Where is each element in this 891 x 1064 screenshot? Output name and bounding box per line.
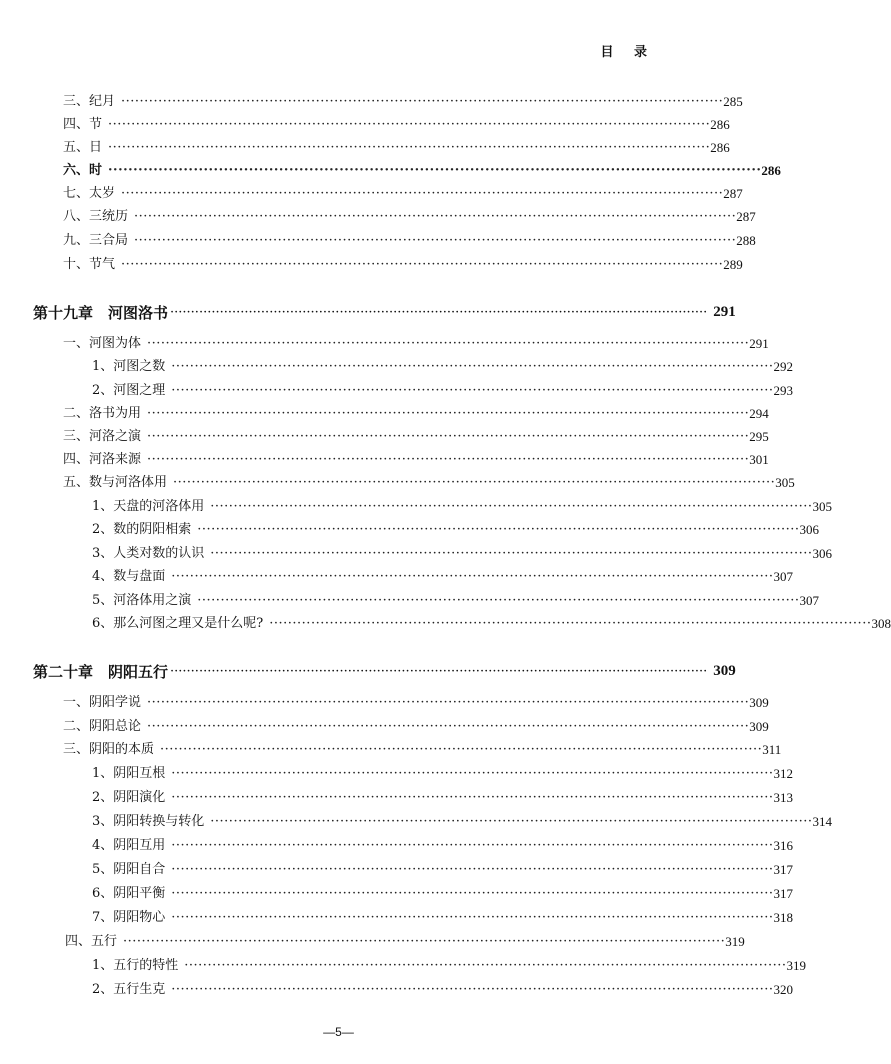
- leader-dots: ··································································································································: [134, 209, 737, 224]
- toc-entry-label: 二、阴阳总论: [63, 719, 142, 734]
- toc-entry[interactable]: [63, 451, 769, 469]
- leader-dots: ··································································································································: [171, 790, 774, 805]
- toc-entry[interactable]: [63, 405, 769, 423]
- toc-entry-page: 295: [749, 429, 769, 444]
- toc-entry[interactable]: [92, 358, 793, 376]
- toc-entry-label: 1、阴阳互根: [92, 766, 166, 781]
- toc-entry-page: 313: [773, 790, 793, 805]
- toc-entry-page: 307: [773, 569, 793, 584]
- toc-entry-label: 1、天盘的河洛体用: [92, 499, 205, 514]
- leader-dots: ··································································································································: [170, 304, 708, 320]
- leader-dots: ··································································································································: [147, 719, 750, 734]
- leader-dots: ··································································································································: [147, 695, 750, 710]
- toc-entry-label: 6、阴阳平衡: [92, 886, 166, 901]
- leader-dots: ··································································································································: [108, 117, 711, 132]
- toc-entry-page: 305: [812, 499, 832, 514]
- leader-dots: ··································································································································: [210, 814, 813, 829]
- toc-entry-page: 312: [773, 766, 793, 781]
- toc-entry-label: 4、阴阳互用: [92, 838, 166, 853]
- toc-entry-label: 1、河图之数: [92, 359, 166, 374]
- leader-dots: ··································································································································: [121, 94, 724, 109]
- leader-dots: ··································································································································: [197, 593, 800, 608]
- toc-entry[interactable]: [63, 93, 743, 111]
- toc-entry-label: 三、阴阳的本质: [63, 742, 155, 757]
- toc-entry-label: 5、河洛体用之演: [92, 593, 192, 608]
- leader-dots: ··································································································································: [210, 546, 813, 561]
- toc-entry[interactable]: [63, 335, 769, 353]
- toc-entry-label: 四、河洛来源: [63, 452, 142, 467]
- leader-dots: ··································································································································: [123, 934, 726, 949]
- page-number: —5—: [323, 1025, 354, 1039]
- leader-dots: ··································································································································: [121, 257, 724, 272]
- leader-dots: ··································································································································: [121, 186, 724, 201]
- toc-entry[interactable]: [92, 521, 819, 539]
- toc-entry-label: 四、五行: [65, 934, 118, 949]
- toc-entry-label: 一、河图为体: [63, 336, 142, 351]
- leader-dots: ··································································································································: [173, 475, 776, 490]
- toc-entry-page: 318: [773, 910, 793, 925]
- toc-entry-label: 十、节气: [63, 257, 116, 272]
- toc-entry-label: 三、纪月: [63, 94, 116, 109]
- toc-entry-label: 2、河图之理: [92, 383, 166, 398]
- toc-entry-page: 309: [749, 695, 769, 710]
- leader-dots: ··································································································································: [147, 429, 750, 444]
- toc-entry[interactable]: [92, 813, 832, 831]
- toc-entry-label: 3、阴阳转换与转化: [92, 814, 205, 829]
- toc-entry[interactable]: [63, 718, 769, 736]
- toc-entry-page: 311: [762, 742, 782, 757]
- toc-entry-label: 六、时: [63, 163, 103, 178]
- toc-entry-page: 301: [749, 452, 769, 467]
- toc-entry[interactable]: [63, 162, 781, 180]
- chapter-title: 第二十章 阴阳五行: [33, 662, 169, 681]
- toc-entry[interactable]: [63, 428, 769, 446]
- toc-entry-page: 319: [725, 934, 745, 949]
- toc-entry-label: 八、三统历: [63, 209, 129, 224]
- toc-entry-page: 288: [736, 233, 756, 248]
- leader-dots: ··································································································································: [108, 140, 711, 155]
- toc-entry-label: 2、数的阴阳相索: [92, 522, 192, 537]
- toc-entry-label: 7、阴阳物心: [92, 910, 166, 925]
- toc-entry-label: 2、阴阳演化: [92, 790, 166, 805]
- toc-entry[interactable]: [92, 837, 793, 855]
- toc-entry-label: 2、五行生克: [92, 982, 166, 997]
- leader-dots: ··································································································································: [171, 886, 774, 901]
- leader-dots: ··································································································································: [171, 359, 774, 374]
- leader-dots: ··································································································································: [197, 522, 800, 537]
- toc-entry-page: 305: [775, 475, 795, 490]
- toc-entry-page: 289: [723, 257, 743, 272]
- toc-entry-label: 七、太岁: [63, 186, 116, 201]
- toc-entry-page: 309: [749, 719, 769, 734]
- leader-dots: ··································································································································: [170, 663, 708, 679]
- toc-entry-page: 314: [812, 814, 832, 829]
- toc-entry[interactable]: [92, 957, 806, 975]
- toc-entry-page: 306: [812, 546, 832, 561]
- toc-entry-label: 5、阴阳自合: [92, 862, 166, 877]
- leader-dots: ··································································································································: [171, 838, 774, 853]
- toc-entry-page: 317: [773, 862, 793, 877]
- toc-entry-page: 292: [773, 359, 793, 374]
- toc-entry-page: 317: [773, 886, 793, 901]
- leader-dots: ··································································································································: [269, 616, 872, 631]
- leader-dots: ··································································································································: [171, 383, 774, 398]
- toc-entry[interactable]: [63, 256, 743, 274]
- chapter-heading[interactable]: [33, 301, 736, 323]
- toc-entry[interactable]: [92, 765, 793, 783]
- toc-entry-label: 1、五行的特性: [92, 958, 179, 973]
- leader-dots: ··································································································································: [210, 499, 813, 514]
- toc-entry[interactable]: [92, 909, 793, 927]
- toc-entry-label: 一、阴阳学说: [63, 695, 142, 710]
- toc-entry[interactable]: [63, 116, 730, 134]
- toc-entry-label: 四、节: [63, 117, 103, 132]
- leader-dots: ··································································································································: [160, 742, 763, 757]
- toc-entry-label: 二、洛书为用: [63, 406, 142, 421]
- toc-entry[interactable]: [63, 694, 769, 712]
- toc-entry[interactable]: [92, 615, 891, 633]
- toc-entry[interactable]: [63, 741, 782, 759]
- toc-entry-page: 306: [799, 522, 819, 537]
- toc-entry[interactable]: [92, 592, 819, 610]
- leader-dots: ··································································································································: [147, 452, 750, 467]
- toc-entry-page: 291: [749, 336, 769, 351]
- toc-entry[interactable]: [63, 185, 743, 203]
- leader-dots: ··································································································································: [171, 982, 774, 997]
- toc-entry-page: 287: [736, 209, 756, 224]
- toc-entry-page: 286: [761, 163, 781, 178]
- chapter-heading[interactable]: [33, 660, 736, 682]
- toc-entry-page: 285: [723, 94, 743, 109]
- toc-entry-page: 286: [710, 140, 730, 155]
- toc-entry-page: 294: [749, 406, 769, 421]
- page-header-title: 目 录: [600, 45, 655, 60]
- toc-entry[interactable]: [63, 474, 795, 492]
- toc-entry-label: 三、河洛之演: [63, 429, 142, 444]
- leader-dots: ··································································································································: [171, 862, 774, 877]
- toc-entry-label: 五、数与河洛体用: [63, 475, 168, 490]
- chapter-page: 309: [713, 662, 736, 679]
- leader-dots: ··································································································································: [108, 163, 762, 178]
- toc-entry[interactable]: [92, 861, 793, 879]
- toc-entry-page: 319: [786, 958, 806, 973]
- toc-entry[interactable]: [92, 885, 793, 903]
- toc-entry-label: 九、三合局: [63, 233, 129, 248]
- leader-dots: ··································································································································: [134, 233, 737, 248]
- toc-entry-page: 286: [710, 117, 730, 132]
- leader-dots: ··································································································································: [184, 958, 787, 973]
- toc-entry[interactable]: [92, 498, 832, 516]
- leader-dots: ··································································································································: [171, 766, 774, 781]
- toc-entry[interactable]: [92, 789, 793, 807]
- toc-entry[interactable]: [65, 933, 745, 951]
- toc-entry[interactable]: [92, 382, 793, 400]
- leader-dots: ··································································································································: [147, 406, 750, 421]
- toc-entry-page: 308: [871, 616, 891, 631]
- toc-entry-page: 316: [773, 838, 793, 853]
- toc-entry[interactable]: [63, 139, 730, 157]
- toc-entry[interactable]: [92, 981, 793, 999]
- toc-entry-label: 五、日: [63, 140, 103, 155]
- leader-dots: ··································································································································: [171, 910, 774, 925]
- toc-entry[interactable]: [92, 545, 832, 563]
- leader-dots: ··································································································································: [171, 569, 774, 584]
- toc-entry[interactable]: [92, 568, 793, 586]
- toc-entry-label: 6、那么河图之理又是什么呢?: [92, 616, 264, 631]
- toc-entry-label: 4、数与盘面: [92, 569, 166, 584]
- toc-entry[interactable]: [63, 232, 756, 250]
- toc-entry[interactable]: [63, 208, 756, 226]
- chapter-page: 291: [713, 303, 736, 320]
- toc-entry-page: 320: [773, 982, 793, 997]
- toc-entry-page: 287: [723, 186, 743, 201]
- leader-dots: ··································································································································: [147, 336, 750, 351]
- chapter-title: 第十九章 河图洛书: [33, 303, 169, 322]
- toc-entry-page: 293: [773, 383, 793, 398]
- toc-entry-label: 3、人类对数的认识: [92, 546, 205, 561]
- toc-entry-page: 307: [799, 593, 819, 608]
